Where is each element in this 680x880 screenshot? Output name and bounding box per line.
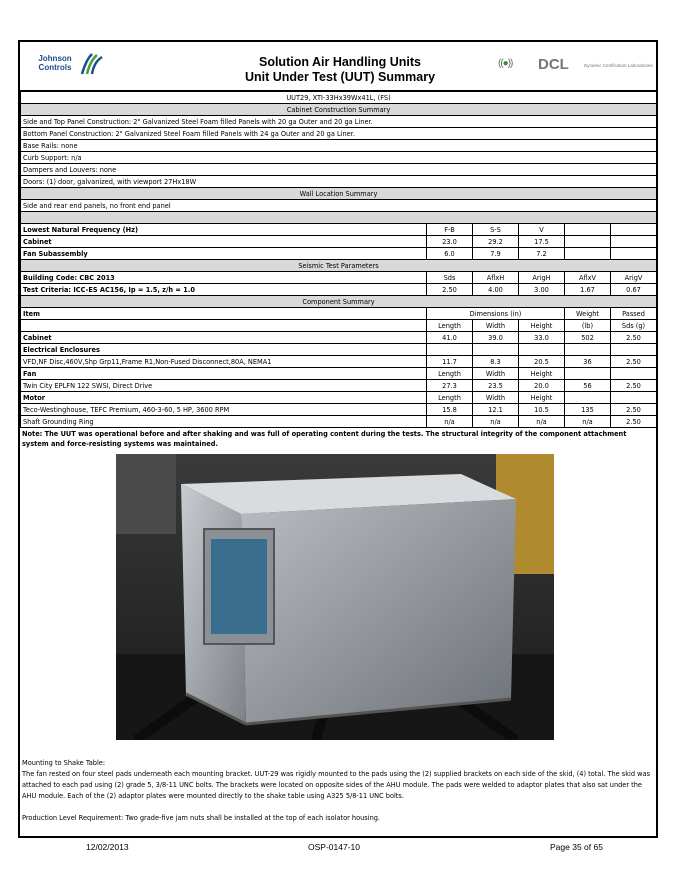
item-label: Item: [21, 308, 427, 320]
freq-cabinet-fb: 23.0: [427, 236, 473, 248]
freq-fan-ss: 7.9: [473, 248, 519, 260]
freq-cabinet-ss: 29.2: [473, 236, 519, 248]
comp-cabinet-sds: 2.50: [611, 332, 657, 344]
cabinet-row-0: Side and Top Panel Construction: 2" Galvanized Steel Foam filled Panels with 20 ga Outer and 20 ga Liner.: [21, 116, 657, 128]
component-fan-row: [21, 380, 657, 392]
footer-doc-number: OSP-0147-10: [308, 842, 360, 852]
section-header: Cabinet Construction Summary: [21, 104, 657, 116]
dcl-tagline: Dynamic Certification Laboratories: [584, 63, 653, 68]
model-row: [21, 92, 657, 104]
viewport-window: [211, 539, 267, 634]
table-row: [21, 152, 657, 164]
comp-vfd-length: 11.7: [427, 356, 473, 368]
weight-label: Weight: [565, 308, 611, 320]
table-row: [21, 176, 657, 188]
seismic-h-aflxh: AflxH: [473, 272, 519, 284]
footer-page-number: Page 35 of 65: [550, 842, 603, 852]
comp-fan-weight: 56: [565, 380, 611, 392]
freq-header-row: [21, 224, 657, 236]
comp-shaft-label: Shaft Grounding Ring: [21, 416, 427, 428]
component-motor-row: [21, 404, 657, 416]
freq-fan-row: [21, 248, 657, 260]
width-head: Width: [473, 368, 519, 380]
seismic-code-row: [21, 272, 657, 284]
production-requirement: Production Level Requirement: Two grade-five jam nuts shall be installed at the top of each isolator housing.: [22, 814, 381, 822]
component-motor-head-row: [21, 392, 657, 404]
cabinet-row-2: Base Rails: none: [21, 140, 657, 152]
comp-cabinet-weight: 502: [565, 332, 611, 344]
seismic-criteria-row: [21, 284, 657, 296]
test-criteria: Test Criteria: ICC-ES AC156, Ip = 1.5, z/h = 1.0: [21, 284, 427, 296]
comp-fan-label: Fan: [21, 368, 427, 380]
comp-shaft-width: n/a: [473, 416, 519, 428]
mount-title: Mounting to Shake Table:: [22, 759, 106, 767]
table-row: [21, 116, 657, 128]
dims-label: Dimensions (in): [427, 308, 565, 320]
comp-motor-height: 10.5: [519, 404, 565, 416]
comp-cabinet-length: 41.0: [427, 332, 473, 344]
passed-unit: Sds (g): [611, 320, 657, 332]
component-colhead-row-1: [21, 308, 657, 320]
length-head: Length: [427, 392, 473, 404]
comp-cabinet-width: 39.0: [473, 332, 519, 344]
freq-fan-fb: 6.0: [427, 248, 473, 260]
component-cabinet-row: [21, 332, 657, 344]
component-elec-row: [21, 344, 657, 356]
section-header: Wall Location Summary: [21, 188, 657, 200]
comp-vfd-width: 8.3: [473, 356, 519, 368]
comp-motor-desc: Teco-Westinghouse, TEFC Premium, 460-3-60, 5 HP, 3600 RPM: [21, 404, 427, 416]
title-line-2: Unit Under Test (UUT) Summary: [244, 70, 436, 84]
title-line-1: Solution Air Handling Units: [258, 55, 422, 69]
seismic-h-arigh: ArigH: [519, 272, 565, 284]
comp-motor-sds: 2.50: [611, 404, 657, 416]
cabinet-header-row: [21, 104, 657, 116]
document-page: [18, 40, 658, 838]
comp-vfd-height: 20.5: [519, 356, 565, 368]
seismic-v-arigv: 0.67: [611, 284, 657, 296]
table-row: [21, 200, 657, 212]
comp-vfd-weight: 36: [565, 356, 611, 368]
comp-fan-desc: Twin City EPLFN 122 SWSI, Direct Drive: [21, 380, 427, 392]
model-cell: UUT29, XTI-33Hx39Wx41L, (FS): [21, 92, 657, 104]
comp-fan-sds: 2.50: [611, 380, 657, 392]
seismic-header-row: [21, 260, 657, 272]
table-row: [21, 164, 657, 176]
wall-header-row: [21, 188, 657, 200]
freq-label: Lowest Natural Frequency (Hz): [21, 224, 427, 236]
cabinet-row-1: Bottom Panel Construction: 2" Galvanized Steel Foam filled Panels with 24 ga Outer and 20 ga Liner.: [21, 128, 657, 140]
freq-cabinet-label: Cabinet: [21, 236, 427, 248]
width-head: Width: [473, 392, 519, 404]
cabinet-row-5: Doors: (1) door, galvanized, with viewport 27Hx18W: [21, 176, 657, 188]
dcl-logo-text: DCL: [538, 56, 569, 73]
seismic-v-arigh: 3.00: [519, 284, 565, 296]
section-header: Component Summary: [21, 296, 657, 308]
spacer-row: [21, 212, 657, 224]
body-text: [22, 758, 656, 824]
component-shaft-row: [21, 416, 657, 428]
length-head: Length: [427, 368, 473, 380]
freq-h1: F-B: [427, 224, 473, 236]
comp-motor-width: 12.1: [473, 404, 519, 416]
table-row: [21, 140, 657, 152]
seismic-h-sds: Sds: [427, 272, 473, 284]
freq-h3: V: [519, 224, 565, 236]
johnson-controls-logo: [32, 52, 112, 82]
freq-cabinet-v: 17.5: [519, 236, 565, 248]
page-header: [20, 42, 656, 91]
comp-motor-weight: 135: [565, 404, 611, 416]
comp-cabinet-height: 33.0: [519, 332, 565, 344]
building-code: Building Code: CBC 2013: [21, 272, 427, 284]
passed-label: Passed: [611, 308, 657, 320]
uut-photo: [116, 454, 554, 740]
cabinet-row-4: Dampers and Louvers: none: [21, 164, 657, 176]
width-head: Width: [473, 320, 519, 332]
comp-elec-label: Electrical Enclosures: [21, 344, 427, 356]
component-colhead-row-2: [21, 320, 657, 332]
freq-fan-label: Fan Subassembly: [21, 248, 427, 260]
footer-date: 12/02/2013: [86, 842, 129, 852]
comp-shaft-length: n/a: [427, 416, 473, 428]
component-vfd-row: [21, 356, 657, 368]
mount-text: The fan rested on four steel pads underneath each mounting bracket. UUT-29 was rigidly mounted to the pads using the (2) supplied brackets on each side of the skid, (4) total. The skid was attached to each pad using (2) grade 5, 3/8-11 UNC bolts. The brackets were located on opposite sides of the AHU module. The pads were welded to adaptor plates that also sat under the AHU module. Each of the (2) adaptor plates were mounted directly to the shake table using A325 5/8-11 UNC bolts.: [22, 770, 651, 800]
seismic-v-aflxv: 1.67: [565, 284, 611, 296]
table-row: [21, 128, 657, 140]
seismic-v-sds: 2.50: [427, 284, 473, 296]
height-head: Height: [519, 392, 565, 404]
comp-vfd-sds: 2.50: [611, 356, 657, 368]
component-header-row: [21, 296, 657, 308]
freq-fan-v: 7.2: [519, 248, 565, 260]
seismic-h-arigv: ArigV: [611, 272, 657, 284]
comp-fan-height: 20.0: [519, 380, 565, 392]
comp-fan-width: 23.5: [473, 380, 519, 392]
component-fan-head-row: [21, 368, 657, 380]
jc-logo-icon: [78, 52, 104, 78]
comp-fan-length: 27.3: [427, 380, 473, 392]
wall-row: Side and rear end panels, no front end panel: [21, 200, 657, 212]
jc-logo-text: Johnson Controls: [38, 54, 72, 72]
comp-motor-label: Motor: [21, 392, 427, 404]
comp-shaft-sds: 2.50: [611, 416, 657, 428]
freq-cabinet-row: [21, 236, 657, 248]
seismic-v-aflxh: 4.00: [473, 284, 519, 296]
weight-unit: (lb): [565, 320, 611, 332]
comp-motor-length: 15.8: [427, 404, 473, 416]
seismic-h-aflxv: AflxV: [565, 272, 611, 284]
comp-cabinet-label: Cabinet: [21, 332, 427, 344]
signal-icon: ((●)): [498, 58, 513, 69]
comp-vfd-label: VFD,NF Disc,460V,Shp Grp11,Frame R1,Non-Fused Disconnect,80A, NEMA1: [21, 356, 427, 368]
comp-shaft-height: n/a: [519, 416, 565, 428]
length-head: Length: [427, 320, 473, 332]
dcl-logo: [498, 56, 658, 76]
operational-note: Note: The UUT was operational before and after shaking and was full of operating content during the tests. The structural integrity of the component attachment system and force-resisting systems was maintained.: [22, 430, 627, 448]
cabinet-row-3: Curb Support: n/a: [21, 152, 657, 164]
freq-h2: S-S: [473, 224, 519, 236]
uut-summary-table: [20, 91, 657, 428]
section-header: Seismic Test Parameters: [21, 260, 657, 272]
height-head: Height: [519, 368, 565, 380]
comp-shaft-weight: n/a: [565, 416, 611, 428]
page-title: [170, 55, 513, 85]
height-head: Height: [519, 320, 565, 332]
